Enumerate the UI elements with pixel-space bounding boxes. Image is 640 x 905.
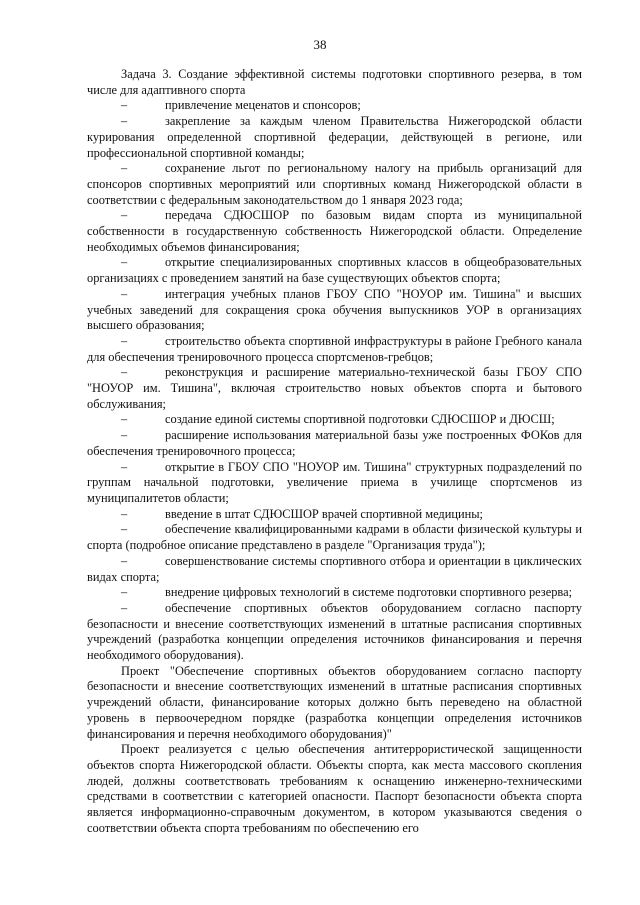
list-item-text: привлечение меценатов и спонсоров; xyxy=(165,98,361,113)
list-dash: – xyxy=(121,553,128,568)
list-item-text: введение в штат СДЮСШОР врачей спортивной медицины; xyxy=(165,506,483,521)
list-item xyxy=(87,428,582,459)
list-item-text: обеспечение квалифицированными кадрами в области физической культуры и спорта (подробное описание представлено в разделе "Организация труда"); xyxy=(87,522,582,553)
list-dash: – xyxy=(121,333,128,348)
list-item xyxy=(87,334,582,365)
list-item-text: открытие в ГБОУ СПО "НОУОР им. Тишина" структурных подразделений по группам начальной подготовки, увеличение приема в училище спортсменов из муниципалитетов области; xyxy=(87,459,582,505)
list-item xyxy=(87,208,582,255)
list-dash: – xyxy=(121,161,128,176)
list-dash: – xyxy=(121,522,128,537)
list-item xyxy=(87,114,582,161)
list-dash: – xyxy=(121,255,128,270)
list-dash: – xyxy=(121,286,128,301)
list-dash: – xyxy=(121,585,128,600)
list-item-text: совершенствование системы спортивного отбора и ориентации в циклических видах спорта; xyxy=(87,553,582,584)
list-dash: – xyxy=(121,365,128,380)
list-item-text: расширение использования материальной базы уже построенных ФОКов для обеспечения тренировочного процесса; xyxy=(87,428,582,458)
list-item xyxy=(87,601,582,664)
list-dash: – xyxy=(121,98,128,113)
project-paragraph: Проект "Обеспечение спортивных объектов оборудованием согласно паспорту безопасности и внесение соответствующих изменений в штатные расписания спортивных учреждений области, финансирование которых должно быть переведено на областной уровень в первоочередном порядке (разработка концепции определения источников финансирования и перечня необходимого оборудования)" xyxy=(87,663,582,741)
list-item xyxy=(87,255,582,286)
list-item-text: строительство объекта спортивной инфраструктуры в районе Гребного канала для обеспечения тренировочного процесса спортсменов-гребцов; xyxy=(87,333,582,364)
list-item-text: сохранение льгот по региональному налогу на прибыль организаций для спонсоров спортивных мероприятий или спортивных команд Нижегородской области в соответствии с федеральным законодательством до 1 января 2023 года; xyxy=(87,161,582,207)
list-item-text: открытие специализированных спортивных классов в общеобразовательных организациях с проведением занятий на базе существующих объектов спорта; xyxy=(87,255,582,286)
list-item-text: реконструкция и расширение материально-технической базы ГБОУ СПО "НОУОР им. Тишина", включая строительство новых объектов спорта и бытового обслуживания; xyxy=(87,365,582,411)
list-dash: – xyxy=(121,412,128,427)
list-dash: – xyxy=(121,506,128,521)
list-dash: – xyxy=(121,600,128,615)
list-dash: – xyxy=(121,208,128,223)
list-item-text: передача СДЮСШОР по базовым видам спорта из муниципальной собственности в государственную собственность Нижегородской области. Определение необходимых объемов финансирования; xyxy=(87,208,582,254)
list-item xyxy=(87,287,582,334)
list-item xyxy=(87,98,582,114)
list-item xyxy=(87,460,582,507)
list-item xyxy=(87,365,582,412)
document-body xyxy=(87,67,582,836)
list-item-text: создание единой системы спортивной подготовки СДЮСШОР и ДЮСШ; xyxy=(165,412,555,427)
list-dash: – xyxy=(121,459,128,474)
list-dash: – xyxy=(121,114,128,129)
list-item-text: обеспечение спортивных объектов оборудованием согласно паспорту безопасности и внесение соответствующих изменений в штатные расписания спортивных учреждений (разработка концепции определения источников финансирования и перечня необходимого оборудования). xyxy=(87,600,582,663)
list-item xyxy=(87,161,582,208)
list-dash: – xyxy=(121,428,128,443)
list-item xyxy=(87,522,582,553)
final-paragraph: Проект реализуется с целью обеспечения антитеррористической защищенности объектов спорта Нижегородской области. Объекты спорта, как места массового скопления людей, должны соответствовать требованиям к оснащению инженерно-техническими средствами в соответствии с категорией опасности. Паспорт безопасности объекта спорта является информационно-справочным документом, в котором указываются сведения о соответствии объекта спорта требованиям по обеспечению его xyxy=(87,742,582,835)
list-item xyxy=(87,412,582,428)
page-number: 38 xyxy=(313,37,327,52)
list-item-text: внедрение цифровых технологий в системе подготовки спортивного резерва; xyxy=(165,585,573,600)
list-item xyxy=(87,585,582,601)
measures-list xyxy=(87,98,582,663)
task-heading: Задача 3. Создание эффективной системы подготовки спортивного резерва, в том числе для адаптивного спорта xyxy=(87,67,582,97)
list-item xyxy=(87,507,582,523)
list-item xyxy=(87,554,582,585)
list-item-text: интеграция учебных планов ГБОУ СПО "НОУОР им. Тишина" и высших учебных заведений для сокращения срока обучения выпускников УОР в организациях высшего образования; xyxy=(87,286,582,333)
list-item-text: закрепление за каждым членом Правительства Нижегородской области курирования определенной спортивной федерации, действующей в регионе, или профессиональной спортивной команды; xyxy=(87,114,582,160)
